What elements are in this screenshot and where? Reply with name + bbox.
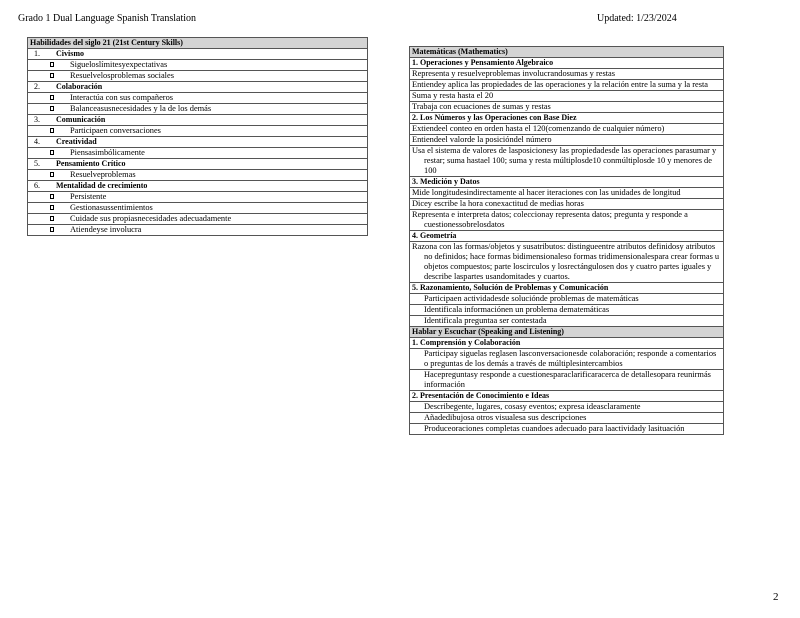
skill-item (28, 93, 368, 104)
checkbox-bullet-icon (50, 150, 54, 155)
math-standard-item: Entiendeel valorde la posicióndel número (410, 135, 724, 146)
skill-item-label: Participaen conversaciones (70, 126, 161, 135)
math-standard-item: Representa e interpreta datos; coleccionay representa datos; pregunta y responde a cuestionessobrelosdatos (410, 210, 724, 231)
skill-item-label: Interactúa con sus compañeros (70, 93, 174, 102)
checkbox-bullet-icon (50, 128, 54, 133)
checkbox-bullet-icon (50, 194, 54, 199)
skill-category-number: 3. (34, 115, 40, 124)
skill-item (28, 170, 368, 181)
math-subsection-title: 5. Razonamiento, Solución de Problemas y Comunicación (410, 283, 724, 294)
math-standard-item: Suma y resta hasta el 20 (410, 91, 724, 102)
speaking-standard-item: Hacepreguntasy responde a cuestionesparaclarificaracerca de detallesopara reunirmás información (410, 370, 724, 391)
speaking-subsection-title: 1. Comprensión y Colaboración (410, 338, 724, 349)
checkbox-bullet-icon (50, 172, 54, 177)
skill-item (28, 192, 368, 203)
speaking-standard-item: Describegente, lugares, cosasy eventos; expresa ideasclaramente (410, 402, 724, 413)
skill-item (28, 214, 368, 225)
skill-item-label: Resuelveproblemas (70, 170, 136, 179)
skill-category-number: 4. (34, 137, 40, 146)
skill-item (28, 126, 368, 137)
skill-category-name: Mentalidad de crecimiento (56, 181, 148, 190)
math-standard-item: Identificala preguntaa ser contestada (410, 316, 724, 327)
page-number: 2 (773, 591, 779, 603)
skill-item-label: Sigueloslímitesyexpectativas (70, 60, 168, 69)
skill-item-label: Piensasimbólicamente (70, 148, 145, 157)
math-standard-item: Usa el sistema de valores de lasposicionesy las propiedadesde las operaciones parasumar y restar; suma hastael 100; suma y resta múltiplosde10 conmúltiplosde 10 y menores de 100 (410, 146, 724, 177)
skill-item (28, 203, 368, 214)
math-subsection-title: 1. Operaciones y Pensamiento Algebraico (410, 58, 724, 69)
skill-category (28, 49, 368, 60)
math-standard-item: Participaen actividadesde soluciónde problemas de matemáticas (410, 294, 724, 305)
skill-category-name: Civismo (56, 49, 84, 58)
math-standard-item: Representa y resuelveproblemas involucrandosumas y restas (410, 69, 724, 80)
standards-table (409, 46, 724, 435)
skills-table (27, 37, 368, 236)
skill-category (28, 137, 368, 148)
math-standard-item: Trabaja con ecuaciones de sumas y restas (410, 102, 724, 113)
speaking-standard-item: Participay siguelas reglasen lasconversacionesde colaboración; responde a comentarios o preguntas de los demás a través de múltiplesintercambios (410, 349, 724, 370)
skill-item-label: Persistente (70, 192, 107, 201)
skills-table-title: Habilidades del siglo 21 (21st Century Skills) (28, 38, 368, 49)
skill-category (28, 159, 368, 170)
math-standard-item: Entiendey aplica las propiedades de las operaciones y la relación entre la suma y la resta (410, 80, 724, 91)
checkbox-bullet-icon (50, 205, 54, 210)
skill-item (28, 225, 368, 236)
math-standard-item: Dicey escribe la hora conexactitud de medias horas (410, 199, 724, 210)
math-subsection-title: 4. Geometría (410, 231, 724, 242)
skill-item (28, 60, 368, 71)
speaking-standard-item: Añadedibujosa otros visualesa sus descripciones (410, 413, 724, 424)
math-section-title: Matemáticas (Mathematics) (410, 47, 724, 58)
skill-item-label: Atiendeyse involucra (70, 225, 142, 234)
speaking-subsection-title: 2. Presentación de Conocimiento e Ideas (410, 391, 724, 402)
header-title: Grado 1 Dual Language Spanish Translation (18, 13, 197, 24)
skill-category-name: Pensamiento Crítico (56, 159, 126, 168)
skill-item-label: Cuidade sus propiasnecesidades adecuadamente (70, 214, 232, 223)
skill-item (28, 104, 368, 115)
math-subsection-title: 2. Los Números y las Operaciones con Base Diez (410, 113, 724, 124)
checkbox-bullet-icon (50, 216, 54, 221)
checkbox-bullet-icon (50, 106, 54, 111)
math-subsection-title: 3. Medición y Datos (410, 177, 724, 188)
speaking-section-title: Hablar y Escuchar (Speaking and Listening) (410, 327, 724, 338)
speaking-standard-item: Produceoraciones completas cuandoes adecuado para laactividady lasituación (410, 424, 724, 435)
skill-category (28, 82, 368, 93)
math-standard-item: Mide longitudesindirectamente al hacer iteraciones con las unidades de longitud (410, 188, 724, 199)
skill-category-number: 6. (34, 181, 40, 190)
math-standard-item: Razona con las formas/objetos y susatributos: distingueentre atributos definidosy atributos no definidos; hace formas bidimensionaleso formas tridimensionalespara crear formas u objetos compuestos; parte loscirculos y losrectángulosen dos y cuatro partes iguales y describe laspartes usandomitades y cuartos. (410, 242, 724, 283)
math-standard-item: Extiendeel conteo en orden hasta el 120(comenzando de cualquier número) (410, 124, 724, 135)
checkbox-bullet-icon (50, 62, 54, 67)
skill-category (28, 115, 368, 126)
skill-category-name: Colaboración (56, 82, 103, 91)
skill-category-number: 2. (34, 82, 40, 91)
skill-category-number: 5. (34, 159, 40, 168)
skill-category-number: 1. (34, 49, 40, 58)
skill-category-name: Creatividad (56, 137, 97, 146)
skill-item-label: Gestionasussentimientos (70, 203, 153, 212)
math-standard-item: Identificala informaciónen un problema dematemáticas (410, 305, 724, 316)
checkbox-bullet-icon (50, 95, 54, 100)
skill-category (28, 181, 368, 192)
checkbox-bullet-icon (50, 73, 54, 78)
skill-item-label: Resuelvelosproblemas sociales (70, 71, 174, 80)
skill-item (28, 148, 368, 159)
skill-category-name: Comunicación (56, 115, 106, 124)
skill-item-label: Balanceasusnecesidades y la de los demás (70, 104, 212, 113)
header-updated-date: Updated: 1/23/2024 (597, 13, 677, 24)
skill-item (28, 71, 368, 82)
checkbox-bullet-icon (50, 227, 54, 232)
